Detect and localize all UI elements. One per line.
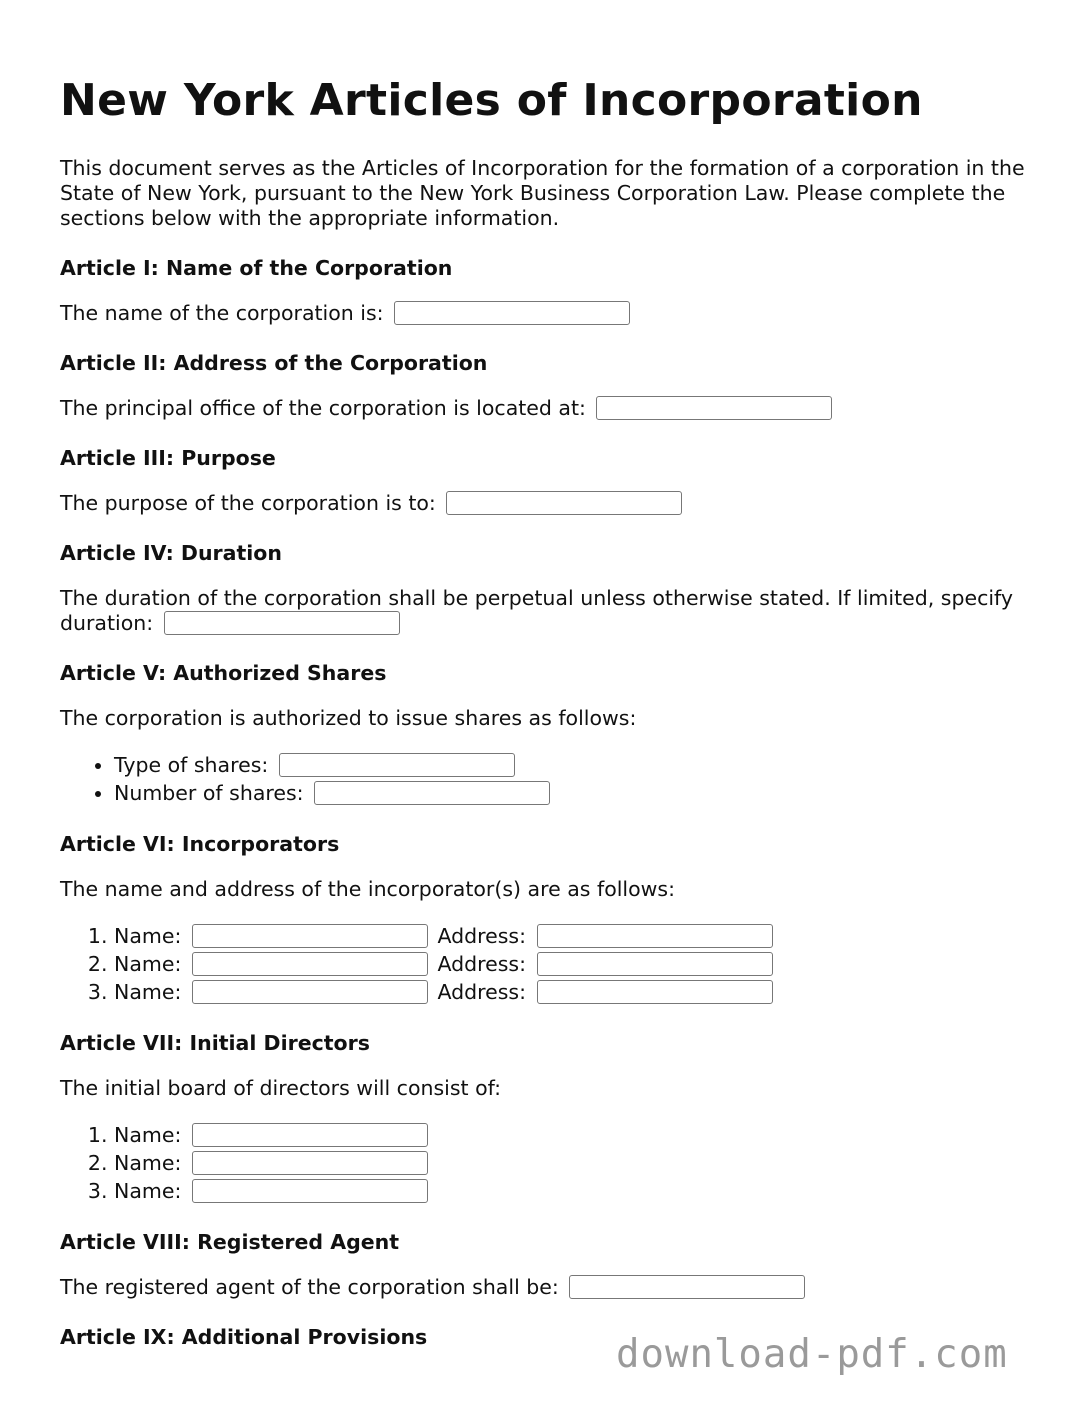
list-item xyxy=(114,950,1035,978)
incorporator-address-label: Address: xyxy=(437,924,526,948)
director-1-name-field[interactable] xyxy=(192,1123,428,1147)
incorporator-1-name-field[interactable] xyxy=(192,924,428,948)
document-page xyxy=(60,72,1035,1350)
director-name-label: Name: xyxy=(114,1179,182,1203)
incorporator-name-label: Name: xyxy=(114,952,182,976)
article-8-heading: Article VIII: Registered Agent xyxy=(60,1230,400,1254)
page-title: New York Articles of Incorporation xyxy=(60,75,923,126)
article-6-heading: Article VI: Incorporators xyxy=(60,832,340,856)
list-item xyxy=(114,779,1035,807)
incorporator-address-label: Address: xyxy=(437,952,526,976)
article-8-text: The registered agent of the corporation shall be: xyxy=(60,1275,559,1299)
type-of-shares-field[interactable] xyxy=(279,753,515,777)
corporation-name-field[interactable] xyxy=(394,301,630,325)
article-8-line xyxy=(60,1275,1035,1300)
registered-agent-field[interactable] xyxy=(569,1275,805,1299)
article-2-line xyxy=(60,396,1035,421)
article-1-heading: Article I: Name of the Corporation xyxy=(60,256,453,280)
article-9-heading: Article IX: Additional Provisions xyxy=(60,1325,428,1349)
incorporator-address-label: Address: xyxy=(437,980,526,1004)
incorporator-1-address-field[interactable] xyxy=(537,924,773,948)
list-item xyxy=(114,1121,1035,1149)
incorporator-name-label: Name: xyxy=(114,980,182,1004)
director-3-name-field[interactable] xyxy=(192,1179,428,1203)
article-4-line xyxy=(60,586,1035,636)
article-3-line xyxy=(60,491,1035,516)
intro-paragraph: This document serves as the Articles of Incorporation for the formation of a corporation in the State of New York, pursuant to the New York Business Corporation Law. Please complete the sections below with the appropriate information. xyxy=(60,156,1025,230)
principal-office-field[interactable] xyxy=(596,396,832,420)
number-of-shares-label: Number of shares: xyxy=(114,781,304,805)
article-4-heading: Article IV: Duration xyxy=(60,541,282,565)
number-of-shares-field[interactable] xyxy=(314,781,550,805)
director-2-name-field[interactable] xyxy=(192,1151,428,1175)
article-2-text: The principal office of the corporation is located at: xyxy=(60,396,586,420)
article-4-text: The duration of the corporation shall be perpetual unless otherwise stated. If limited, specify duration: xyxy=(60,586,1014,635)
article-7-text: The initial board of directors will consist of: xyxy=(60,1076,502,1100)
director-name-label: Name: xyxy=(114,1123,182,1147)
purpose-field[interactable] xyxy=(446,491,682,515)
list-item xyxy=(114,1177,1035,1205)
incorporator-2-name-field[interactable] xyxy=(192,952,428,976)
list-item xyxy=(114,922,1035,950)
type-of-shares-label: Type of shares: xyxy=(114,753,269,777)
list-item xyxy=(114,978,1035,1006)
incorporator-3-address-field[interactable] xyxy=(537,980,773,1004)
duration-field[interactable] xyxy=(164,611,400,635)
article-1-text: The name of the corporation is: xyxy=(60,301,384,325)
shares-list xyxy=(60,751,1035,807)
article-5-heading: Article V: Authorized Shares xyxy=(60,661,387,685)
incorporator-3-name-field[interactable] xyxy=(192,980,428,1004)
article-3-text: The purpose of the corporation is to: xyxy=(60,491,436,515)
director-name-label: Name: xyxy=(114,1151,182,1175)
incorporators-list xyxy=(60,922,1035,1006)
article-2-heading: Article II: Address of the Corporation xyxy=(60,351,488,375)
list-item xyxy=(114,1149,1035,1177)
article-1-line xyxy=(60,301,1035,326)
directors-list xyxy=(60,1121,1035,1205)
list-item xyxy=(114,751,1035,779)
article-5-text: The corporation is authorized to issue shares as follows: xyxy=(60,706,637,730)
article-3-heading: Article III: Purpose xyxy=(60,446,276,470)
watermark: download-pdf.com xyxy=(616,1332,1008,1377)
incorporator-2-address-field[interactable] xyxy=(537,952,773,976)
article-7-heading: Article VII: Initial Directors xyxy=(60,1031,370,1055)
incorporator-name-label: Name: xyxy=(114,924,182,948)
article-6-text: The name and address of the incorporator(s) are as follows: xyxy=(60,877,676,901)
